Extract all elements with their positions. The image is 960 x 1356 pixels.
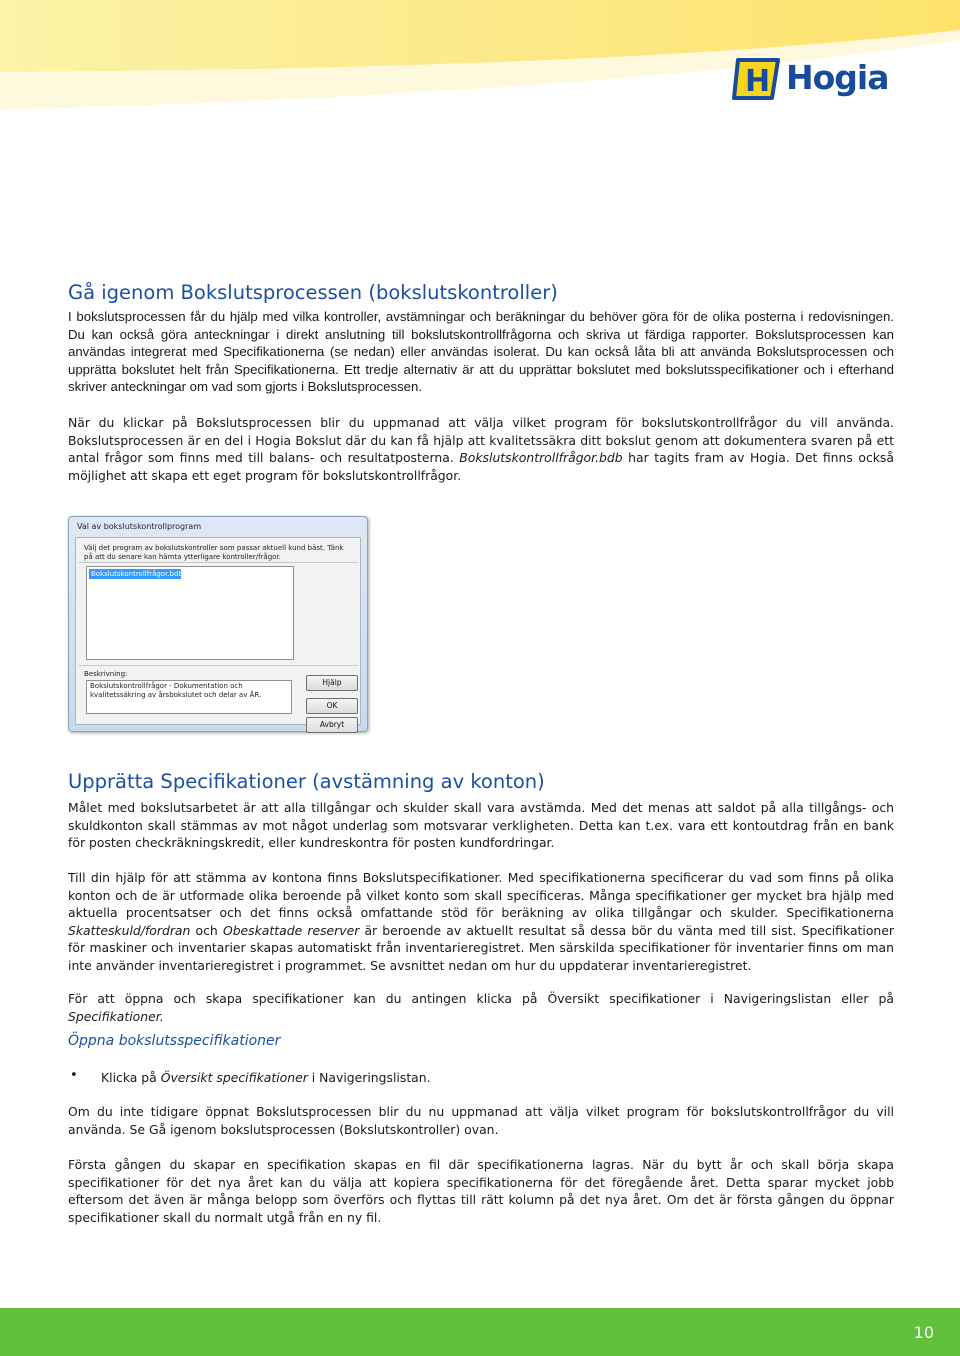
logo-wordmark: Hogia [786,58,889,97]
paragraph: För att öppna och skapa specifikationer kan du antingen klicka på Översikt specifikationer i Navigeringslistan eller på Specifikationer. [68,991,894,1024]
paragraph: I bokslutsprocessen får du hjälp med vilka kontroller, avstämningar och beräkningar du behöver göra för de olika posterna i redovisningen. Du kan också göra anteckningar i direkt anslutning till bokslutskontrollfrågorna och skriva ut färdiga rapporter. Bokslutsprocessen kan användas integrerat med Specifikationerna (se nedan) eller användas isolerat. Du kan också låta bli att använda Bokslutsprocessen och upprätta bokslutet helt från Specifikationerna. Ett tredje alternativ är att du upprättar bokslutet med bokslutsspecifikationer och i efterhand skriver anteckningar om vad som gjorts i Bokslutsprocessen. [68,309,894,395]
paragraph: Om du inte tidigare öppnat Bokslutsprocessen blir du nu uppmanad att välja vilket program för bokslutskontrollfrågor du vill använda. Se Gå igenom bokslutsprocessen (Bokslutskontroller) ovan. [68,1104,894,1137]
section-heading-bokslutsprocessen: Gå igenom Bokslutsprocessen (bokslutskontroller) [68,281,558,304]
cancel-button[interactable]: Avbryt [306,717,358,733]
description-field: Bokslutskontrollfrågor - Dokumentation och kvalitetssäkring av årsbokslutet och delar av ÅR. [86,680,292,714]
dialog-body [75,537,361,729]
paragraph: Målet med bokslutsarbetet är att alla tillgångar och skulder skall vara avstämda. Med det menas att saldot på alla tillgångs- och skuldkonton skall stämmas av mot något underlag som motsvarar verkligheten. Detta kan t.ex. vara ett kontoutdrag från en bank för posten checkräkningskredit, eller kundreskontra för posten kundfordringar. [68,800,894,851]
ok-button[interactable]: OK [306,698,358,714]
dialog-title: Val av bokslutskontrollprogram [77,522,202,531]
paragraph: Till din hjälp för att stämma av kontona finns Bokslutspecifikationer. Med specifikationerna specificerar du vad som finns på olika konton och de är utformade olika beroende på vilket konto som skall specificeras. Många specifikationer ger mycket bra hjälp med aktuella procentsatser och det finns också omfattande stöd för beräkning av olika tillgångar och skulder. Specifikationerna Skatteskuld/fordran och Obeskattade reserver är beroende av aktuellt resultat så dessa bör du vänta med till sist. Specifikationer för maskiner och inventarier skapas automatiskt från inventarieregistret. Men särskilda specifikationer för inventarier finns om man inte använder inventarieregistret i programmet. Se avsnittet nedan om hur du uppdaterar inventarieregistret. [68,870,894,973]
description-label: Beskrivning: [84,670,128,678]
list-item[interactable]: Bokslutskontrollfrågor.bdb [91,570,183,578]
help-button[interactable]: Hjälp [306,675,358,691]
divider [78,562,358,563]
paragraph: När du klickar på Bokslutsprocessen blir du uppmanad att välja vilket program för bokslutskontrollfrågor du vill använda. Bokslutsprocessen är en del i Hogia Bokslut där du kan få hjälp att kvalitetssäkra ditt bokslut genom att dokumentera svaren på ett antal frågor som finns med till balans- och resultatposterna. Bokslutskontrollfrågor.bdb har tagits fram av Hogia. Det finns också möjlighet att skapa ett eget program för bokslutskontrollfrågor. [68,415,894,483]
dialog-screenshot [68,516,368,732]
program-list[interactable] [86,566,294,660]
page-number: 10 [913,1323,934,1342]
paragraph: Första gången du skapar en specifikation skapas en fil där specifikationerna lagras. När du bytt år och skall börja skapa specifikationer för det nya året kan du välja att kopiera specifikationerna för det föregående året. Detta sparar mycket jobb eftersom det även är många belopp som överförs och flyttas till rätt kolumn på det nya året. Om det är första gången du öppnar specifikationer skall du normalt utgå från en ny fil. [68,1157,894,1225]
subheading: Öppna bokslutsspecifikationer [68,1033,281,1049]
svg-text:H: H [745,64,771,99]
bullet-icon: • [70,1068,78,1083]
bullet-text: Klicka på Översikt specifikationer i Navigeringslistan. [101,1070,431,1085]
section-heading-specifikationer: Upprätta Specifikationer (avstämning av konton) [68,770,545,793]
dialog-message: Välj det program av bokslutskontroller som passar aktuell kund bäst. Tänk på att du senare kan hämta ytterligare kontroller/frågor. [84,544,344,561]
divider [78,665,358,666]
page-footer-bar [0,1308,960,1356]
